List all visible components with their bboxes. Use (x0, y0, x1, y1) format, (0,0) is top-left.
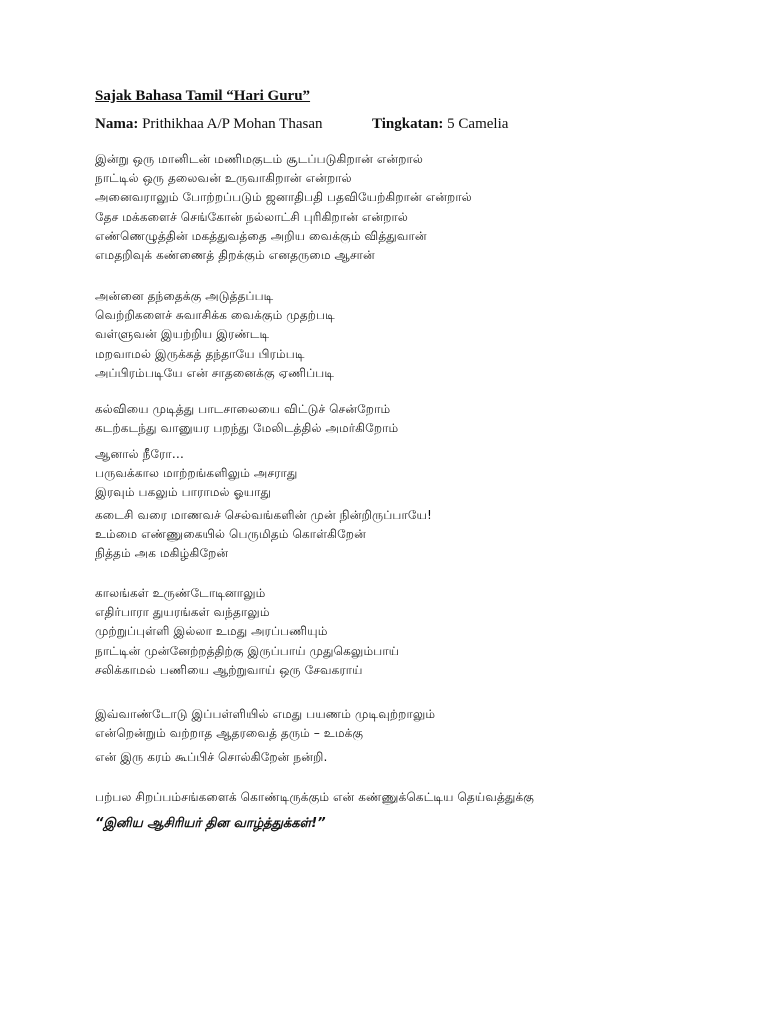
poem-line: காலங்கள் உருண்டோடினாலும் (95, 586, 266, 600)
poem-line: அன்னை தந்தைக்கு அடுத்தப்படி (95, 289, 274, 303)
stanza-6 (95, 788, 735, 807)
poem-line: நித்தம் அக மகிழ்கிறேன் (95, 546, 229, 561)
poem-line: எமதறிவுக் கண்ணைத் திறக்கும் எனதருமை ஆசான் (95, 247, 375, 262)
poem-line: இன்று ஒரு மானிடன் மணிமகுடம் சூடப்படுகிறான் என்றால் (95, 152, 423, 166)
poem-line: நாட்டின் முன்னேற்றத்திற்கு இருப்பாய் முதுகெலும்பாய் (95, 643, 400, 658)
stanza-3c (95, 506, 735, 564)
closing-greeting: “இனிய ஆசிரியர் தின வாழ்த்துக்கள்!” (95, 816, 326, 831)
stanza-3b (95, 445, 735, 503)
poem-line: நாட்டில் ஒரு தலைவன் உருவாகிறான் என்றால் (95, 171, 352, 186)
poem-line: தேச மக்களைச் செங்கோன் நல்லாட்சி புரிகிறான் என்றால் (95, 209, 409, 224)
poem-line: என்றென்றும் வற்றாத ஆதரவைத் தரும் – உமக்கு (95, 726, 364, 741)
poem-line: இவ்வாண்டோடு இப்பள்ளியில் எமது பயணம் முடிவுற்றாலும் (95, 707, 436, 721)
poem-line: வெற்றிகளைச் சுவாசிக்க வைக்கும் முதற்படி (95, 308, 335, 323)
stanza-3a (95, 400, 735, 438)
poem-line: அப்பிரம்படியே என் சாதனைக்கு ஏணிப்படி (95, 365, 335, 380)
poem-line: உம்மை எண்ணுகையில் பெருமிதம் கொள்கிறேன் (95, 527, 366, 542)
poem-line: எண்ணெழுத்தின் மகத்துவத்தை அறிய வைக்கும் வித்துவான் (95, 228, 427, 243)
poem-line: அனைவராலும் போற்றப்படும் ஜனாதிபதி பதவியேற்கிறான் என்றால் (95, 190, 472, 205)
poem-line: கடைசி வரை மாணவச் செல்வங்களின் முன் நின்றிருப்பாயே! (95, 508, 432, 522)
poem-line: சலிக்காமல் பணியை ஆற்றுவாய் ஒரு சேவகராய் (95, 662, 363, 677)
name-value: Prithikhaa A/P Mohan Thasan (142, 116, 323, 132)
form-label: Tingkatan: (372, 116, 444, 132)
poem-line: பற்பல சிறப்பம்சங்களைக் கொண்டிருக்கும் என் கண்ணுக்கெட்டிய தெய்வத்துக்கு (95, 790, 535, 804)
poem-line: இரவும் பகலும் பாராமல் ஓயாது (95, 485, 272, 500)
poem-line: கல்வியை முடித்து பாடசாலையை விட்டுச் சென்றோம் (95, 402, 391, 416)
poem-line: வள்ளுவன் இயற்றிய இரண்டடி (95, 327, 270, 342)
name-label: Nama: (95, 116, 139, 132)
poem-line: ஆனால் நீரோ… (95, 447, 184, 461)
poem-line: என் இரு கரம் கூப்பிச் சொல்கிறேன் நன்றி. (95, 750, 328, 765)
stanza-1 (95, 150, 735, 265)
poem-line: பருவக்கால மாற்றங்களிலும் அசராது (95, 466, 298, 481)
poem-line: முற்றுப்புள்ளி இல்லா உமது அரப்பணியும் (95, 624, 328, 639)
poem-title: Sajak Bahasa Tamil “Hari Guru” (95, 88, 311, 104)
poem-line: கடற்கடந்து வானுயர பறந்து மேலிடத்தில் அமர்கிறோம் (95, 421, 399, 436)
stanza-2 (95, 287, 735, 383)
form-value: 5 Camelia (447, 116, 509, 132)
poem-line: எதிர்பாரா துயரங்கள் வந்தாலும் (95, 605, 270, 620)
form-row (372, 116, 508, 133)
stanza-5 (95, 705, 735, 768)
poem-line: மறவாமல் இருக்கத் தந்தாயே பிரம்படி (95, 346, 305, 361)
stanza-4 (95, 584, 735, 680)
student-name-row (95, 116, 322, 133)
